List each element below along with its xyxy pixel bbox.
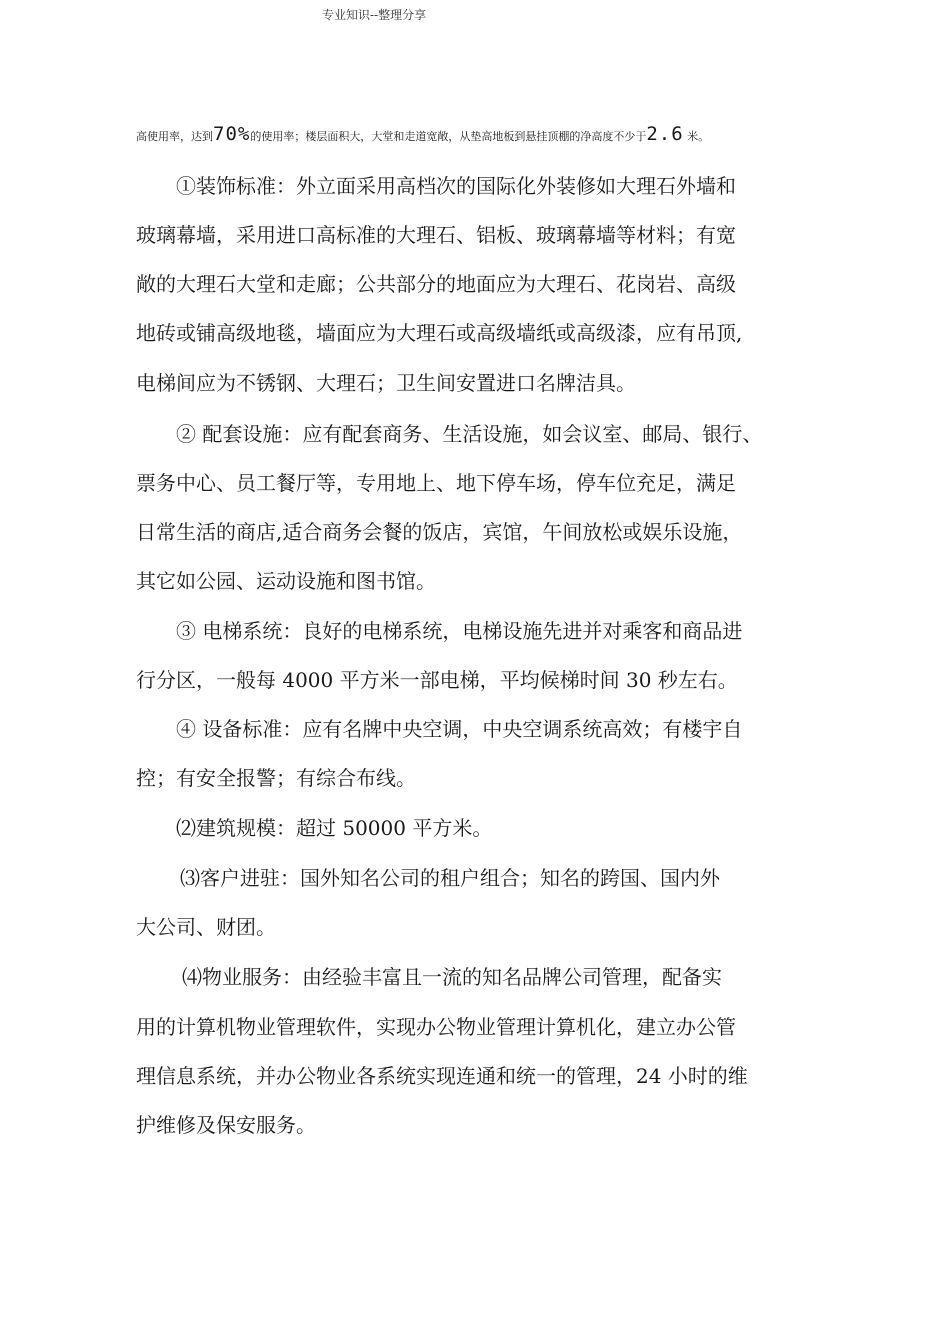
page-header: 专业知识--整理分享 xyxy=(322,8,427,22)
paragraph-equipment-line-2: 控；有安全报警；有综合布线。 xyxy=(136,766,416,790)
paragraph-decoration-line-5: 电梯间应为不锈钢、大理石；卫生间安置进口名牌洁具。 xyxy=(136,371,636,395)
paragraph-tenants-line-1: ⑶客户进驻：国外知名公司的租户组合；知名的跨国、国内外 xyxy=(180,866,720,890)
paragraph-property-line-3: 理信息系统，并办公物业各系统实现连通和统一的管理，24 小时的维 xyxy=(136,1064,748,1088)
paragraph-property-line-2: 用的计算机物业管理软件，实现办公物业管理计算机化，建立办公管 xyxy=(136,1015,736,1039)
paragraph-facilities-line-4: 其它如公园、运动设施和图书馆。 xyxy=(136,569,436,593)
paragraph-facilities-line-1: ② 配套设施：应有配套商务、生活设施，如会议室、邮局、银行、 xyxy=(176,422,763,446)
paragraph-decoration-line-3: 敞的大理石大堂和走廊；公共部分的地面应为大理石、花岗岩、高级 xyxy=(136,272,736,296)
paragraph-tenants-line-2: 大公司、财团。 xyxy=(136,915,276,939)
paragraph-elevator-line-2: 行分区，一般每 4000 平方米一部电梯，平均候梯时间 30 秒左右。 xyxy=(136,668,738,692)
paragraph-decoration-line-4: 地砖或铺高级地毯，墙面应为大理石或高级墙纸或高级漆，应有吊顶, xyxy=(136,321,743,345)
paragraph-property-line-4: 护维修及保安服务。 xyxy=(136,1113,316,1137)
paragraph-facilities-line-3: 日常生活的商店,适合商务会餐的饭店，宾馆，午间放松或娱乐设施， xyxy=(136,520,743,544)
paragraph-facilities-line-2: 票务中心、员工餐厅等，专用地上、地下停车场，停车位充足，满足 xyxy=(136,471,736,495)
paragraph-elevator-line-1: ③ 电梯系统：良好的电梯系统，电梯设施先进并对乘客和商品进 xyxy=(176,619,743,643)
intro-text-2: 的使用率；楼层面积大，大堂和走道宽敞，从垫高地板到悬挂顶棚的净高度不少于 xyxy=(250,130,647,143)
intro-line xyxy=(136,122,936,149)
intro-text-1: 高使用率，达到 xyxy=(136,130,213,143)
paragraph-decoration-line-2: 玻璃幕墙，采用进口高标准的大理石、铝板、玻璃幕墙等材料；有宽 xyxy=(136,223,736,247)
paragraph-scale: ⑵建筑规模：超过 50000 平方米。 xyxy=(176,816,493,840)
paragraph-decoration-line-1: ①装饰标准：外立面采用高档次的国际化外装修如大理石外墙和 xyxy=(176,174,736,198)
occupancy-rate: 70% xyxy=(213,123,251,145)
intro-text-3: 米。 xyxy=(687,130,710,143)
clear-height-value: 2.6 xyxy=(646,123,684,145)
paragraph-equipment-line-1: ④ 设备标准：应有名牌中央空调，中央空调系统高效；有楼宇自 xyxy=(176,717,743,741)
paragraph-property-line-1: ⑷物业服务：由经验丰富且一流的知名品牌公司管理，配备实 xyxy=(182,965,722,989)
